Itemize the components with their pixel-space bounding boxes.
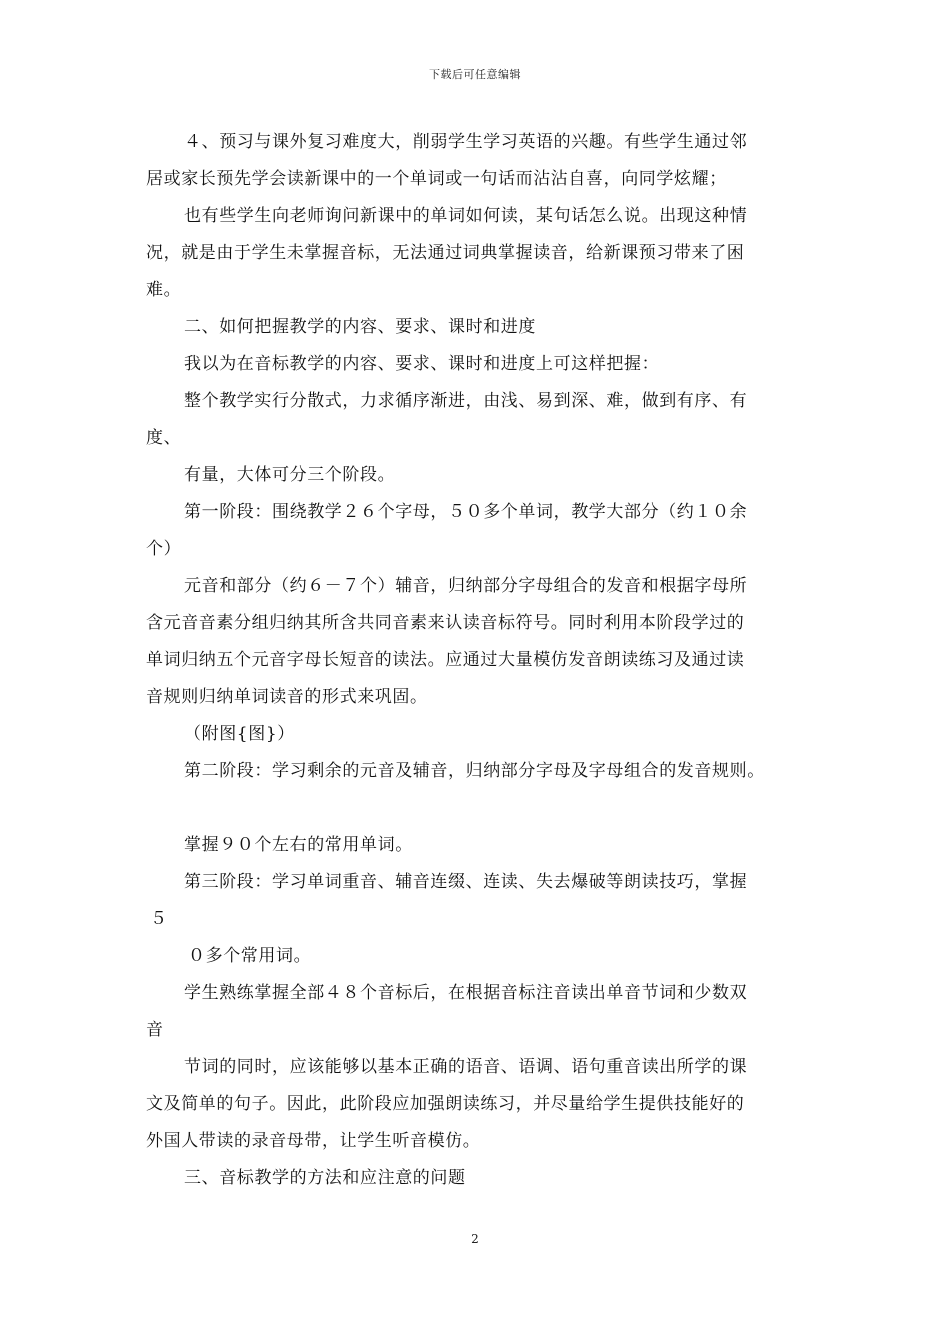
paragraph-line: 音规则归纳单词读音的形式来巩固。 <box>146 687 428 707</box>
paragraph-line: 居或家长预先学会读新课中的一个单词或一句话而沾沾自喜，向同学炫耀； <box>146 169 727 189</box>
paragraph-line: ４、预习与课外复习难度大，削弱学生学习英语的兴趣。有些学生通过邻 <box>184 132 748 152</box>
blank-line <box>146 790 806 827</box>
paragraph-line: 第一阶段：围绕教学２６个字母，５０多个单词，教学大部分（约１０余 <box>184 502 748 522</box>
paragraph-line: 度、 <box>146 428 182 448</box>
paragraph-line: 也有些学生向老师询问新课中的单词如何读，某句话怎么说。出现这种情 <box>184 206 748 226</box>
paragraph-line: 外国人带读的录音母带，让学生听音模仿。 <box>146 1131 481 1151</box>
paragraph-line: ５ <box>150 909 168 929</box>
paragraph-line: 节词的同时，应该能够以基本正确的语音、语调、语句重音读出所学的课 <box>184 1057 748 1077</box>
paragraph-line: 个） <box>146 539 182 559</box>
document-body <box>146 124 806 1197</box>
paragraph-line: 单词归纳五个元音字母长短音的读法。应通过大量模仿发音朗读练习及通过读 <box>146 650 745 670</box>
paragraph-line: 第二阶段：学习剩余的元音及辅音，归纳部分字母及字母组合的发音规则。 <box>184 761 765 781</box>
page-number: 2 <box>471 1232 479 1246</box>
paragraph-line: 含元音音素分组归纳其所含共同音素来认读音标符号。同时利用本阶段学过的 <box>146 613 745 633</box>
paragraph-line: 学生熟练掌握全部４８个音标后，在根据音标注音读出单音节词和少数双 <box>184 983 748 1003</box>
figure-note: （附图{图}） <box>184 724 295 744</box>
paragraph-line: 音 <box>146 1020 164 1040</box>
paragraph-line: 况，就是由于学生未掌握音标，无法通过词典掌握读音，给新课预习带来了困 <box>146 243 745 263</box>
paragraph-line: 我以为在音标教学的内容、要求、课时和进度上可这样把握： <box>184 354 660 374</box>
section-heading: 二、如何把握教学的内容、要求、课时和进度 <box>184 317 536 337</box>
paragraph-line: 有量，大体可分三个阶段。 <box>184 465 396 485</box>
paragraph-line: 文及简单的句子。因此，此阶段应加强朗读练习，并尽量给学生提供技能好的 <box>146 1094 745 1114</box>
paragraph-line: 难。 <box>146 280 182 300</box>
page-header: 下载后可任意编辑 <box>429 68 521 81</box>
paragraph-line: ０多个常用词。 <box>188 946 312 966</box>
section-heading: 三、音标教学的方法和应注意的问题 <box>184 1168 466 1188</box>
paragraph-line: 第三阶段：学习单词重音、辅音连缀、连读、失去爆破等朗读技巧，掌握 <box>184 872 748 892</box>
paragraph-line: 元音和部分（约６－７个）辅音，归纳部分字母组合的发音和根据字母所 <box>184 576 748 596</box>
paragraph-line: 整个教学实行分散式，力求循序渐进，由浅、易到深、难，做到有序、有 <box>184 391 748 411</box>
paragraph-line: 掌握９０个左右的常用单词。 <box>184 835 413 855</box>
